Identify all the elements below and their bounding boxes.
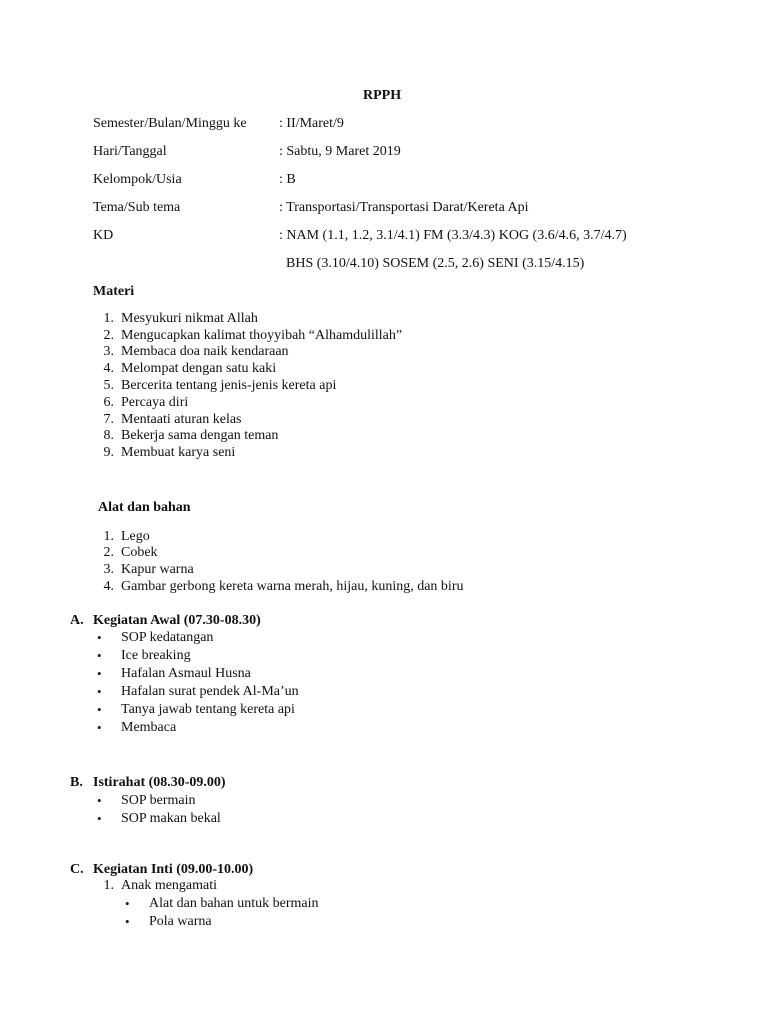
info-value-hari: : Sabtu, 9 Maret 2019 — [279, 144, 401, 159]
section-a-heading: Kegiatan Awal (07.30-08.30) — [93, 613, 261, 628]
info-label-tema: Tema/Sub tema — [93, 200, 181, 215]
bullet-icon: • — [97, 793, 102, 808]
materi-heading: Materi — [93, 284, 135, 299]
info-value-semester: : II/Maret/9 — [279, 116, 344, 131]
info-value-tema: : Transportasi/Transportasi Darat/Kereta Api — [279, 200, 529, 215]
section-c-letter: C. — [70, 862, 84, 877]
bullet-icon: • — [97, 811, 102, 826]
section-b-letter: B. — [70, 775, 83, 790]
info-label-kd: KD — [93, 228, 114, 243]
section-b-heading: Istirahat (08.30-09.00) — [93, 775, 226, 790]
bullet-icon: • — [97, 666, 102, 681]
bullet-icon: • — [125, 914, 130, 929]
info-value-kelompok: : B — [279, 172, 296, 187]
page-title: RPPH — [363, 88, 402, 103]
bullet-icon: • — [125, 896, 130, 911]
section-a-letter: A. — [70, 613, 84, 628]
bullet-icon: • — [97, 630, 102, 645]
bullet-icon: • — [97, 684, 102, 699]
section-c-heading: Kegiatan Inti (09.00-10.00) — [93, 862, 254, 877]
kd-continuation: BHS (3.10/4.10) SOSEM (2.5, 2.6) SENI (3.15/4.15) — [286, 256, 585, 271]
info-label-hari: Hari/Tanggal — [93, 144, 167, 159]
bullet-icon: • — [97, 648, 102, 663]
bullet-icon: • — [97, 720, 102, 735]
info-label-semester: Semester/Bulan/Minggu ke — [93, 116, 247, 131]
info-value-kd: : NAM (1.1, 1.2, 3.1/4.1) FM (3.3/4.3) KOG (3.6/4.6, 3.7/4.7) — [279, 228, 627, 243]
info-label-kelompok: Kelompok/Usia — [93, 172, 182, 187]
bullet-icon: • — [97, 702, 102, 717]
alat-heading: Alat dan bahan — [98, 500, 191, 515]
